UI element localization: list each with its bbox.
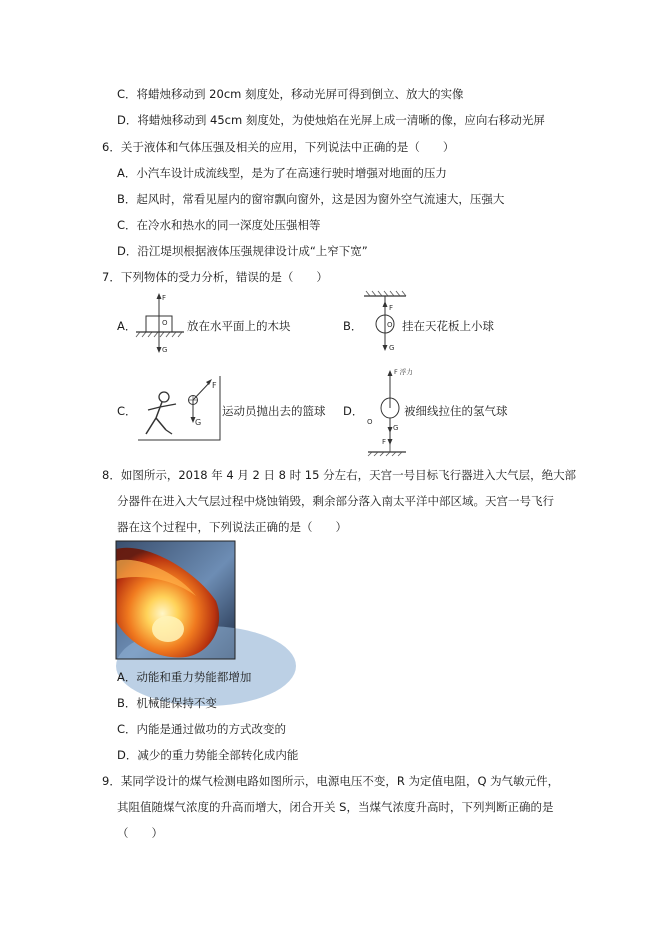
point-o-label: O — [367, 418, 373, 426]
point-o-label: O — [162, 319, 168, 327]
force-g-label: G — [162, 346, 168, 354]
force-f-buoy-label: F 浮力 — [394, 368, 413, 376]
q8-stem-line-3: 器在这个过程中，下列说法正确的是（ ） — [117, 520, 347, 534]
q7-option-b-letter: B． — [343, 319, 363, 333]
q6-option-d: D．沿江堤坝根据液体压强规律设计成“上窄下宽” — [117, 244, 368, 258]
q8-stem-line-2: 分器件在进入大气层过程中烧蚀销毁，剩余部分落入南太平洋中部区域。天宫一号飞行 — [117, 494, 554, 508]
q7-option-b-text: 挂在天花板上小球 — [402, 319, 494, 333]
q7-option-d-text: 被细线拉住的氢气球 — [404, 404, 508, 418]
q8-option-b: B．机械能保持不变 — [117, 696, 217, 710]
q8-option-d: D．减少的重力势能全部转化成内能 — [117, 748, 299, 762]
tiangong-reentry-image — [116, 541, 235, 659]
q9-stem-line-2: 其阻值随煤气浓度的升高而增大，闭合开关 S，当煤气浓度升高时，下列判断正确的是 — [117, 800, 554, 814]
q8-option-c: C．内能是通过做功的方式改变的 — [117, 722, 287, 736]
q7-option-a-letter: A． — [117, 319, 137, 333]
q6-option-b: B．起风时，常看见屋内的窗帘飘向窗外，这是因为窗外空气流速大，压强大 — [117, 192, 505, 206]
q6-option-a: A．小汽车设计成流线型，是为了在高速行驶时增强对地面的压力 — [117, 166, 447, 180]
q7-option-c-text: 运动员抛出去的篮球 — [222, 404, 326, 418]
q7-option-a-text: 放在水平面上的木块 — [187, 319, 291, 333]
q6-option-c: C．在冷水和热水的同一深度处压强相等 — [117, 218, 321, 232]
q5-option-d: D．将蜡烛移动到 45cm 刻度处，为使烛焰在光屏上成一清晰的像，应向右移动光屏 — [117, 113, 545, 127]
q5-option-c: C．将蜡烛移动到 20cm 刻度处，移动光屏可得到倒立、放大的实像 — [117, 87, 464, 101]
q7-option-d-letter: D． — [343, 404, 364, 418]
force-g-label: G — [389, 344, 395, 352]
q8-option-a: A．动能和重力势能都增加 — [117, 670, 252, 684]
basketball-force-diagram — [136, 374, 222, 442]
force-f-label: F — [162, 294, 167, 302]
force-g-label: G — [393, 424, 399, 432]
force-f-label: F — [382, 438, 387, 446]
q7-option-c-letter: C． — [117, 404, 137, 418]
q7-stem: 7．下列物体的受力分析，错误的是（ ） — [102, 270, 328, 284]
point-o-label: O — [387, 321, 393, 329]
q9-stem-line-3: （ ） — [117, 826, 163, 840]
force-f-label: F — [212, 381, 217, 390]
balloon-force-diagram — [364, 362, 413, 456]
wooden-block-force-diagram — [134, 290, 186, 354]
q8-stem-line-1: 8．如图所示，2018 年 4 月 2 日 8 时 15 分左右，天宫一号目标飞行器进入大气层，绝大部 — [102, 468, 577, 482]
q6-stem: 6．关于液体和气体压强及相关的应用，下列说法中正确的是（ ） — [102, 140, 455, 154]
force-g-label: G — [195, 418, 202, 427]
force-f-label: F — [389, 304, 394, 312]
q9-stem-line-1: 9．某同学设计的煤气检测电路如图所示，电源电压不变，R 为定值电阻，Q 为气敏元件， — [102, 774, 560, 788]
